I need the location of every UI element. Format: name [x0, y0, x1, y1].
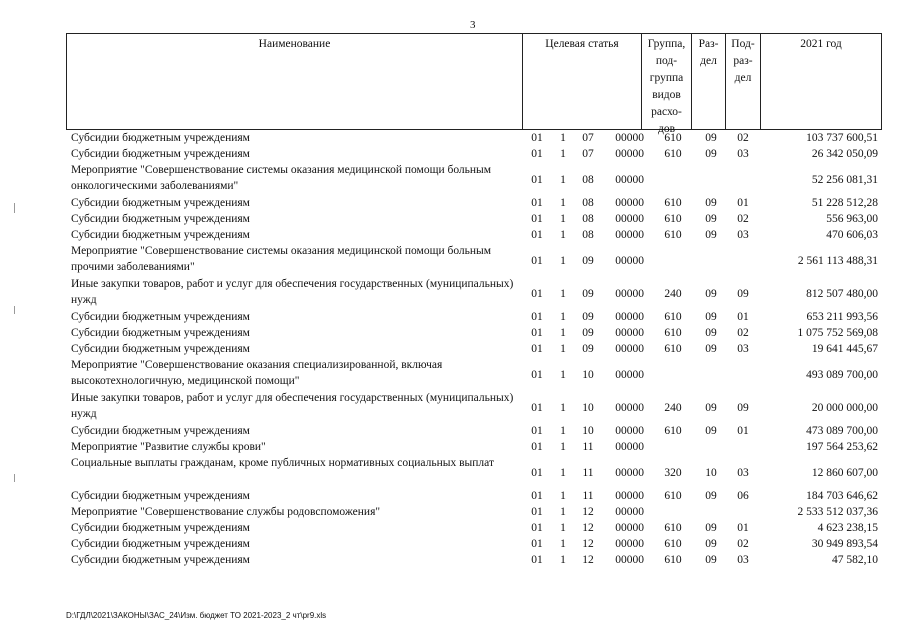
row-grp: 610 [664, 522, 682, 534]
row-c2: 1 [560, 287, 566, 300]
row-c3: 09 [582, 287, 594, 300]
row-c4: 00000 [615, 132, 644, 144]
row-amt: 1 075 752 569,08 [797, 327, 878, 339]
row-amt: 19 641 445,67 [811, 343, 878, 355]
row-c3: 09 [582, 311, 594, 323]
row-c1: 01 [531, 554, 543, 566]
row-podr: 02 [737, 213, 749, 225]
header-group-line: видов [652, 89, 681, 101]
row-podr: 09 [737, 401, 749, 414]
row-razd: 09 [705, 229, 717, 241]
row-c2: 1 [560, 522, 566, 534]
row-c1: 01 [531, 287, 543, 300]
row-c1: 01 [531, 490, 543, 502]
row-name: Субсидии бюджетным учреждениям [71, 425, 250, 437]
row-amt: 47 582,10 [832, 554, 878, 566]
row-c2: 1 [560, 311, 566, 323]
row-grp: 610 [664, 311, 682, 323]
row-c3: 10 [582, 368, 594, 381]
scan-mark [14, 306, 15, 314]
row-razd: 09 [705, 554, 717, 566]
row-podr: 03 [737, 343, 749, 355]
table-row [0, 456, 905, 489]
row-c3: 08 [582, 173, 594, 186]
row-name: Субсидии бюджетным учреждениям [71, 343, 250, 355]
row-c4: 00000 [615, 148, 644, 160]
row-c1: 01 [531, 254, 543, 267]
row-c4: 00000 [615, 287, 644, 300]
table-row [0, 244, 905, 277]
page-number: 3 [470, 19, 476, 31]
row-c2: 1 [560, 441, 566, 453]
row-amt: 2 561 113 488,31 [797, 254, 878, 267]
row-c4: 00000 [615, 368, 644, 381]
row-c1: 01 [531, 327, 543, 339]
row-grp: 610 [664, 148, 682, 160]
row-c1: 01 [531, 538, 543, 550]
row-c3: 09 [582, 343, 594, 355]
row-c1: 01 [531, 148, 543, 160]
row-razd: 09 [705, 522, 717, 534]
row-name: Субсидии бюджетным учреждениям [71, 522, 250, 534]
row-amt: 184 703 646,62 [806, 490, 878, 502]
row-name: Субсидии бюджетным учреждениям [71, 132, 250, 144]
table-row [0, 196, 905, 212]
row-grp: 320 [664, 466, 682, 479]
row-amt: 470 606,03 [826, 229, 878, 241]
row-podr: 03 [737, 466, 749, 479]
row-amt: 473 089 700,00 [806, 425, 878, 437]
row-c4: 00000 [615, 490, 644, 502]
row-amt: 493 089 700,00 [806, 368, 878, 381]
row-c4: 00000 [615, 554, 644, 566]
header-group-line: расхо- [651, 106, 682, 118]
header-year: 2021 год [800, 38, 842, 50]
table-row [0, 521, 905, 537]
row-grp: 610 [664, 425, 682, 437]
row-c4: 00000 [615, 197, 644, 209]
row-c3: 09 [582, 327, 594, 339]
table-row [0, 228, 905, 244]
row-razd: 09 [705, 401, 717, 414]
row-podr: 01 [737, 197, 749, 209]
row-c4: 00000 [615, 466, 644, 479]
row-name: Иные закупки товаров, работ и услуг для обеспечения государственных (муниципальных) нужд [71, 392, 514, 420]
table-row [0, 553, 905, 569]
row-c3: 09 [582, 254, 594, 267]
row-c4: 00000 [615, 522, 644, 534]
row-c2: 1 [560, 197, 566, 209]
row-c1: 01 [531, 213, 543, 225]
table-row [0, 358, 905, 391]
table-row [0, 424, 905, 440]
row-podr: 03 [737, 554, 749, 566]
row-grp: 610 [664, 197, 682, 209]
row-c4: 00000 [615, 441, 644, 453]
table-row [0, 131, 905, 147]
row-c4: 00000 [615, 173, 644, 186]
table-row [0, 147, 905, 163]
row-name: Субсидии бюджетным учреждениям [71, 554, 250, 566]
row-grp: 610 [664, 343, 682, 355]
header-section-line: Раз- [698, 38, 719, 50]
row-c2: 1 [560, 554, 566, 566]
row-c1: 01 [531, 401, 543, 414]
row-name: Мероприятие "Совершенствование службы родовспоможения" [71, 506, 381, 518]
row-name: Субсидии бюджетным учреждениям [71, 213, 250, 225]
row-c2: 1 [560, 368, 566, 381]
row-grp: 610 [664, 229, 682, 241]
table-row [0, 342, 905, 358]
header-subsection-line: Под- [731, 38, 755, 50]
row-podr: 01 [737, 425, 749, 437]
header-subsection-line: раз- [733, 55, 753, 67]
row-c1: 01 [531, 425, 543, 437]
row-grp: 240 [664, 287, 682, 300]
row-c2: 1 [560, 506, 566, 518]
row-name: Субсидии бюджетным учреждениям [71, 229, 250, 241]
row-c3: 12 [582, 538, 594, 550]
row-c4: 00000 [615, 506, 644, 518]
row-c3: 10 [582, 425, 594, 437]
table-row [0, 212, 905, 228]
row-razd: 09 [705, 197, 717, 209]
row-amt: 30 949 893,54 [811, 538, 878, 550]
row-razd: 09 [705, 490, 717, 502]
row-c3: 08 [582, 197, 594, 209]
row-podr: 02 [737, 327, 749, 339]
row-grp: 610 [664, 554, 682, 566]
row-c1: 01 [531, 441, 543, 453]
row-c2: 1 [560, 229, 566, 241]
row-podr: 09 [737, 287, 749, 300]
row-amt: 812 507 480,00 [806, 287, 878, 300]
row-name: Субсидии бюджетным учреждениям [71, 327, 250, 339]
row-c2: 1 [560, 132, 566, 144]
row-c2: 1 [560, 490, 566, 502]
row-c3: 12 [582, 554, 594, 566]
row-amt: 4 623 238,15 [817, 522, 878, 534]
row-razd: 10 [705, 466, 717, 479]
table-row [0, 440, 905, 456]
row-razd: 09 [705, 287, 717, 300]
row-c4: 00000 [615, 254, 644, 267]
row-name: Мероприятие "Совершенствование системы оказания медицинской помощи больным прочими заболеваниями" [71, 245, 492, 273]
row-c1: 01 [531, 522, 543, 534]
row-c4: 00000 [615, 401, 644, 414]
row-c1: 01 [531, 132, 543, 144]
table-row [0, 163, 905, 196]
row-podr: 03 [737, 148, 749, 160]
row-c3: 08 [582, 229, 594, 241]
row-c2: 1 [560, 343, 566, 355]
row-podr: 01 [737, 311, 749, 323]
row-c3: 07 [582, 148, 594, 160]
scan-mark [14, 474, 15, 482]
row-podr: 03 [737, 229, 749, 241]
row-name: Мероприятие "Совершенствование оказания специализированной, включая высокотехнологичную, медицинской помощи" [71, 359, 443, 387]
row-c4: 00000 [615, 311, 644, 323]
row-c1: 01 [531, 173, 543, 186]
row-razd: 09 [705, 327, 717, 339]
row-razd: 09 [705, 213, 717, 225]
row-amt: 197 564 253,62 [806, 441, 878, 453]
row-razd: 09 [705, 311, 717, 323]
scan-mark [14, 203, 15, 213]
row-c1: 01 [531, 229, 543, 241]
header-group-line: под- [655, 55, 678, 67]
header-subsection-line: дел [734, 72, 752, 84]
row-amt: 51 228 512,28 [811, 197, 878, 209]
row-c2: 1 [560, 148, 566, 160]
row-amt: 653 211 993,56 [806, 311, 878, 323]
row-c3: 12 [582, 506, 594, 518]
row-amt: 12 860 607,00 [811, 466, 878, 479]
row-amt: 26 342 050,09 [811, 148, 878, 160]
row-name: Мероприятие "Совершенствование системы оказания медицинской помощи больным онкологическими заболеваниями" [71, 164, 492, 192]
row-name: Субсидии бюджетным учреждениям [71, 490, 250, 502]
row-c3: 10 [582, 401, 594, 414]
header-name: Наименование [258, 38, 331, 50]
row-c4: 00000 [615, 327, 644, 339]
header-section-line: дел [700, 55, 717, 67]
row-c3: 11 [582, 441, 594, 453]
row-c4: 00000 [615, 425, 644, 437]
header-group-line: дов [657, 123, 676, 135]
row-amt: 103 737 600,51 [806, 132, 878, 144]
row-podr: 02 [737, 538, 749, 550]
row-razd: 09 [705, 343, 717, 355]
row-name: Субсидии бюджетным учреждениям [71, 197, 250, 209]
row-name: Субсидии бюджетным учреждениям [71, 538, 250, 550]
row-amt: 2 533 512 037,36 [797, 506, 878, 518]
row-c3: 11 [582, 466, 594, 479]
row-c2: 1 [560, 401, 566, 414]
row-amt: 20 000 000,00 [811, 401, 878, 414]
row-razd: 09 [705, 425, 717, 437]
row-c2: 1 [560, 425, 566, 437]
row-c3: 07 [582, 132, 594, 144]
row-name: Иные закупки товаров, работ и услуг для обеспечения государственных (муниципальных) нужд [71, 278, 514, 306]
row-c3: 11 [582, 490, 594, 502]
row-grp: 610 [664, 213, 682, 225]
row-razd: 09 [705, 148, 717, 160]
header-group-line: группа [649, 72, 684, 84]
table-row [0, 391, 905, 424]
row-name: Социальные выплаты гражданам, кроме публичных нормативных социальных выплат [71, 457, 494, 469]
row-grp: 610 [664, 132, 682, 144]
row-c2: 1 [560, 466, 566, 479]
row-grp: 240 [664, 401, 682, 414]
row-name: Мероприятие "Развитие службы крови" [71, 441, 266, 453]
row-c2: 1 [560, 254, 566, 267]
header-target: Целевая статья [545, 38, 619, 50]
row-c1: 01 [531, 368, 543, 381]
row-podr: 01 [737, 522, 749, 534]
row-c4: 00000 [615, 538, 644, 550]
row-razd: 09 [705, 538, 717, 550]
row-amt: 556 963,00 [826, 213, 878, 225]
row-c3: 12 [582, 522, 594, 534]
row-c4: 00000 [615, 343, 644, 355]
row-c1: 01 [531, 197, 543, 209]
row-c2: 1 [560, 173, 566, 186]
row-c3: 08 [582, 213, 594, 225]
row-c2: 1 [560, 327, 566, 339]
header-group-line: Группа, [647, 38, 686, 50]
row-razd: 09 [705, 132, 717, 144]
row-amt: 52 256 081,31 [811, 173, 878, 186]
row-name: Субсидии бюджетным учреждениям [71, 148, 250, 160]
file-path-footer: D:\ГДЛ\2021\ЗАКОНЫ\ЗАС_24\Изм. бюджет ТО 2021-2023_2 чт\pr9.xls [66, 611, 327, 620]
row-c2: 1 [560, 213, 566, 225]
row-c1: 01 [531, 343, 543, 355]
row-podr: 06 [737, 490, 749, 502]
row-podr: 02 [737, 132, 749, 144]
row-c4: 00000 [615, 213, 644, 225]
row-grp: 610 [664, 327, 682, 339]
table-row [0, 277, 905, 310]
row-grp: 610 [664, 538, 682, 550]
table-row [0, 326, 905, 342]
table-row [0, 505, 905, 521]
row-c2: 1 [560, 538, 566, 550]
table-row [0, 310, 905, 326]
row-name: Субсидии бюджетным учреждениям [71, 311, 250, 323]
table-row [0, 537, 905, 553]
row-c1: 01 [531, 506, 543, 518]
row-c1: 01 [531, 311, 543, 323]
row-grp: 610 [664, 490, 682, 502]
row-c4: 00000 [615, 229, 644, 241]
table-row [0, 489, 905, 505]
row-c1: 01 [531, 466, 543, 479]
